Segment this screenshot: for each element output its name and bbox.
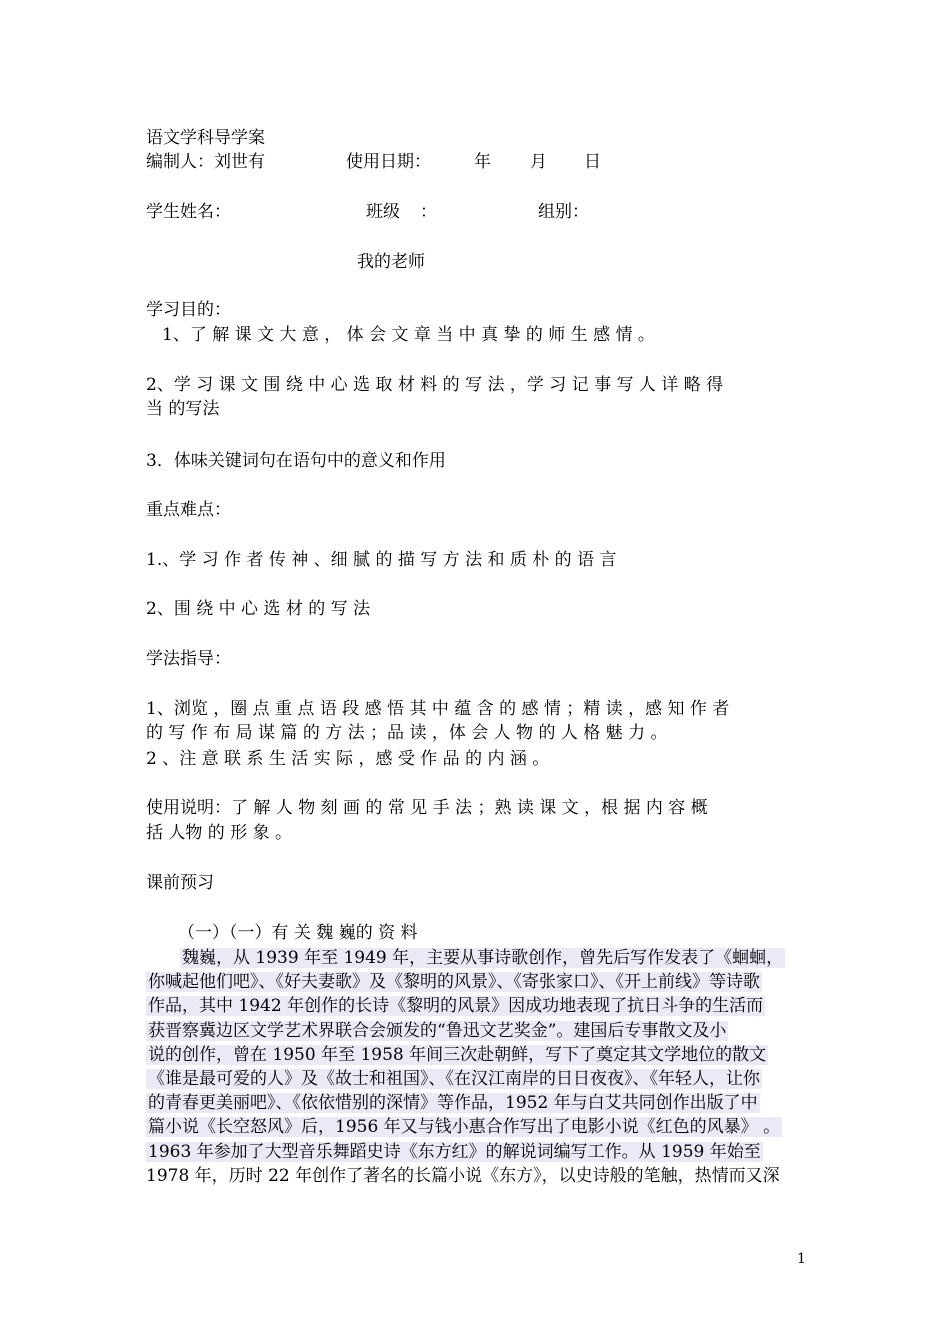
- class-label: 班级: [366, 202, 400, 222]
- bio-line: 说的创作，曾在 1950 年至 1958 年间三次赴朝鲜，写下了奠定其文学地位的散文: [148, 1044, 767, 1065]
- bio-line: 《谁是最可爱的人》及《故士和祖国》、《在汉江南岸的日日夜夜》、《年轻人，让你: [148, 1069, 760, 1090]
- date-label: 使用日期：: [346, 152, 431, 172]
- preview-subheading: （一）（一）有 关 魏 巍的 资 料: [178, 923, 418, 943]
- header-info-row: [146, 151, 806, 173]
- method-item-2: 2 、注 意 联 系 生 活 实 际 ，感 受 作 品 的 内 涵 。: [146, 749, 550, 769]
- editor-label: 编制人：刘世有: [146, 152, 265, 172]
- document-title: 语文学科导学案: [146, 128, 265, 148]
- bio-line: 的青春更美丽吧》、《依依惜别的深情》等作品，1952 年与白艾共同创作出版了中: [148, 1093, 758, 1114]
- student-name-label: 学生姓名：: [146, 202, 231, 222]
- usage-line-2: 括 人物 的 形 象 。: [146, 823, 293, 843]
- author-bio-paragraph: [146, 946, 810, 1188]
- bio-line: 1978 年，历时 22 年创作了著名的长篇小说《东方》，以史诗般的笔触，热情而又深: [146, 1165, 780, 1186]
- class-colon: ：: [420, 202, 437, 222]
- bio-line: 1963 年参加了大型音乐舞蹈史诗《东方红》的解说词编写工作。从 1959 年始至: [148, 1141, 761, 1162]
- objective-item-2-line-2: 当 的写法: [146, 399, 220, 419]
- objective-item-1: 1、了 解 课 文 大 意 ， 体 会 文 章 当 中 真 挚 的 师 生 感 情 。: [162, 325, 655, 345]
- objective-item-2-line-1: 2、学 习 课 文 围 绕 中 心 选 取 材 料 的 写 法 ，学 习 记 事 写 人 详 略 得: [146, 375, 724, 395]
- bio-line: 作品，其中 1942 年创作的长诗《黎明的风景》因成功地表现了抗日斗争的生活而: [148, 996, 764, 1017]
- method-heading: 学法指导：: [146, 649, 231, 669]
- month-label: 月: [530, 152, 547, 172]
- preview-heading: 课前预习: [146, 873, 214, 893]
- objectives-heading: 学习目的：: [146, 300, 231, 320]
- bio-line: 篇小说《长空怒风》后，1956 年又与钱小惠合作写出了电影小说《红色的风暴》 。: [148, 1117, 781, 1138]
- group-label: 组别：: [538, 202, 589, 222]
- key-point-item-2: 2、围 绕 中 心 选 材 的 写 法: [146, 599, 371, 619]
- key-point-item-1: 1.、学 习 作 者 传 神 、细 腻 的 描 写 方 法 和 质 朴 的 语 言: [146, 550, 617, 570]
- day-label: 日: [584, 152, 601, 172]
- student-info-row: [146, 201, 806, 223]
- key-points-heading: 重点难点：: [146, 500, 231, 520]
- method-item-1-line-2: 的 写 作 布 局 谋 篇 的 方 法 ；品 读 ，体 会 人 物 的 人 格 魅 力 。: [146, 723, 668, 743]
- page-number: 1: [797, 1251, 806, 1267]
- usage-line-1: 使用说明：了 解 人 物 刻 画 的 常 见 手 法 ；熟 读 课 文 ，根 据 内 容 概: [146, 798, 708, 818]
- year-label: 年: [474, 152, 491, 172]
- objective-item-3: 3．体味关键词句在语句中的意义和作用: [146, 451, 446, 471]
- bio-line: 你喊起他们吧》、《好夫妻歌》及《黎明的风景》、《寄张家口》、《开上前线》等诗歌: [148, 972, 760, 993]
- bio-line: 获晋察冀边区文学艺术界联合会颁发的“鲁迅文艺奖金”。建国后专事散文及小: [148, 1020, 727, 1041]
- lesson-title: 我的老师: [357, 252, 425, 272]
- method-item-1-line-1: 1、浏览 ，圈 点 重 点 语 段 感 悟 其 中 蕴 含 的 感 情 ；精 读 ，感 知 作 者: [146, 699, 730, 719]
- bio-line: 魏巍，从 1939 年至 1949 年，主要从事诗歌创作，曾先后写作发表了《蛔蛔，: [182, 948, 784, 968]
